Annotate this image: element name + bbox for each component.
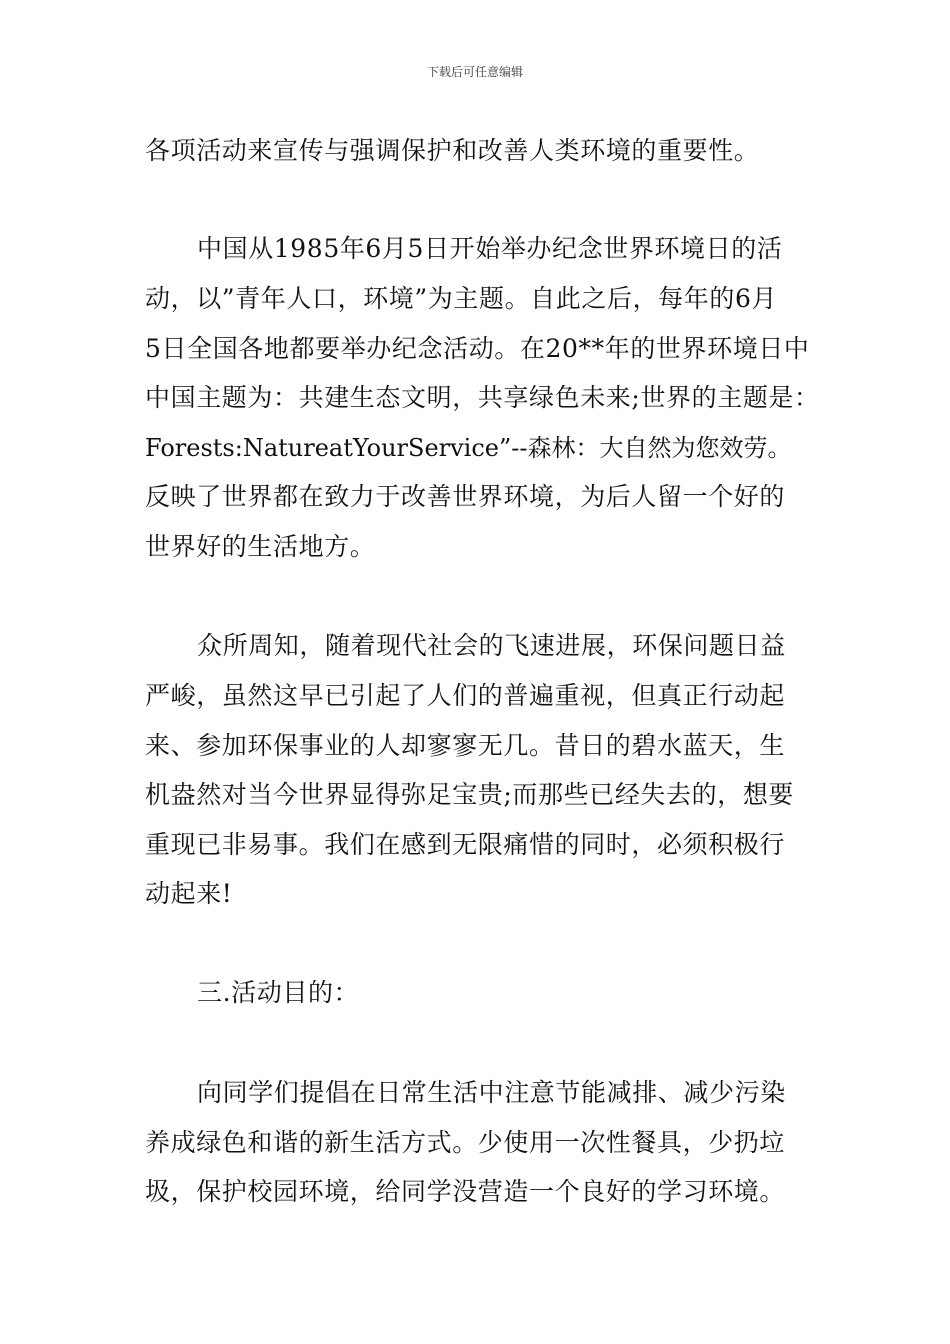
text-line: 中国主题为：共建生态文明，共享绿色未来;世界的主题是：	[145, 383, 820, 412]
page-header: 下载后可任意编辑	[426, 65, 523, 79]
text-line: 来、参加环保事业的人却寥寥无几。昔日的碧水蓝天，生	[145, 731, 786, 760]
text-line: 反映了世界都在致力于改善世界环境，为后人留一个好的	[145, 482, 786, 511]
text-line: 中国从1985年6月5日开始举办纪念世界环境日的活	[197, 234, 783, 263]
text-line: 各项活动来宣传与强调保护和改善人类环境的重要性。	[145, 136, 760, 165]
text-line: 重现已非易事。我们在感到无限痛惜的同时，必须积极行	[145, 830, 786, 859]
text-line: 动，以”青年人口，环境”为主题。自此之后，每年的6月	[145, 284, 778, 313]
text-line: 养成绿色和谐的新生活方式。少使用一次性餐具，少扔垃	[145, 1128, 786, 1157]
text-line: 5日全国各地都要举办纪念活动。在20**年的世界环境日中	[145, 334, 810, 363]
text-line: 向同学们提倡在日常生活中注意节能减排、减少污染	[197, 1078, 786, 1107]
text-line: Forests:NatureatYourService”--森林：大自然为您效劳。	[145, 434, 792, 462]
text-line: 严峻，虽然这早已引起了人们的普遍重视，但真正行动起	[145, 681, 786, 710]
text-line: 圾，保护校园环境，给同学没营造一个良好的学习环境。	[145, 1177, 786, 1206]
text-line: 众所周知，随着现代社会的飞速进展，环保问题日益	[197, 631, 786, 660]
text-line: 机盎然对当今世界显得弥足宝贵;而那些已经失去的，想要	[145, 780, 795, 809]
text-line: 动起来!	[145, 879, 233, 908]
section-heading: 三.活动目的：	[197, 978, 360, 1007]
text-line: 世界好的生活地方。	[145, 532, 376, 561]
